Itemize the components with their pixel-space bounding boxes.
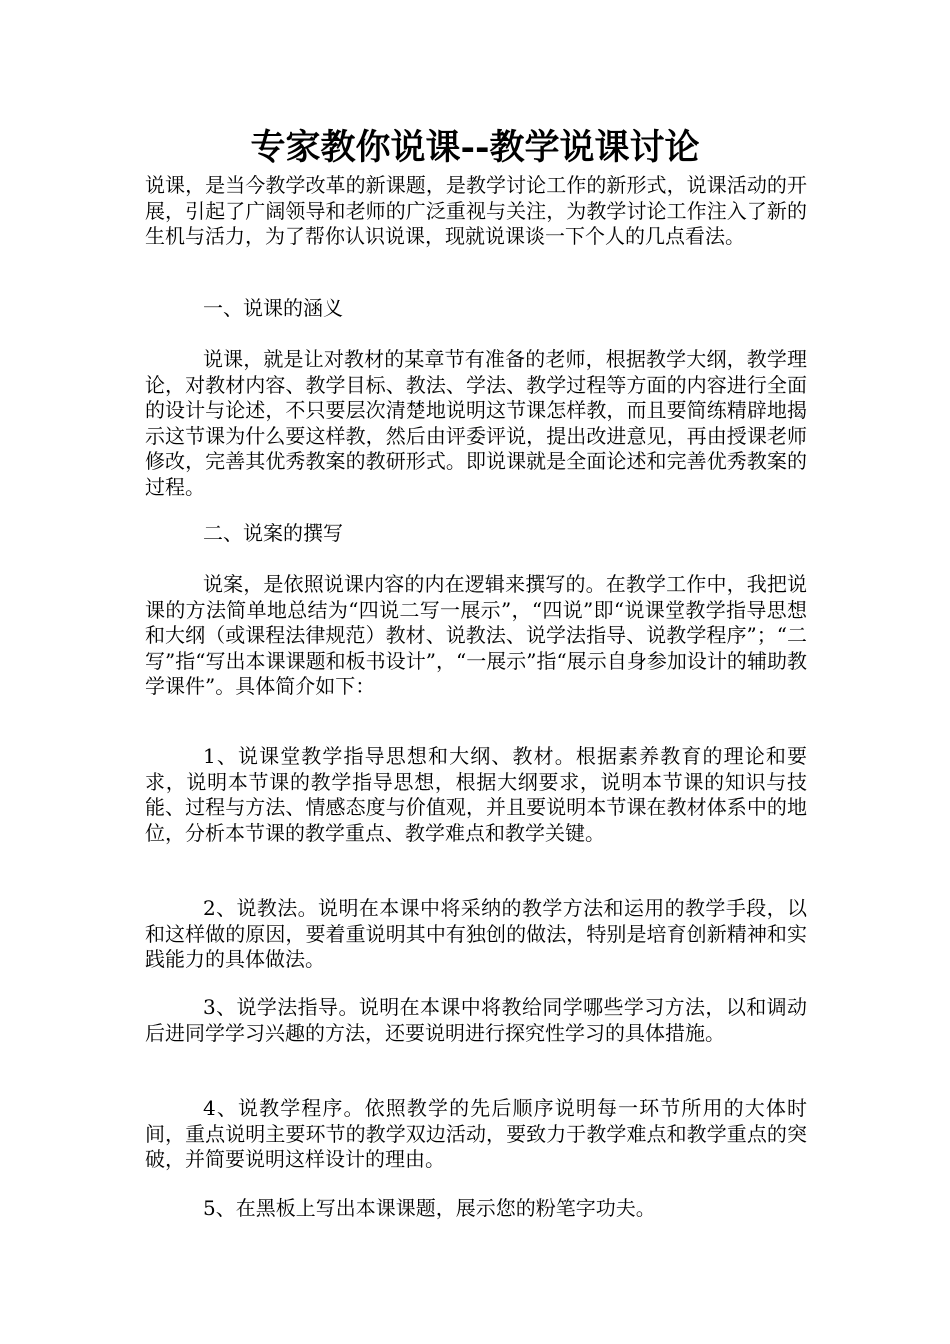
writing-paragraph: 说案，是依照说课内容的内在逻辑来撰写的。在教学工作中，我把说课的方法简单地总结为“四说二写一展示”，“四说”即“说课堂教学指导思想和大纲（或课程法律规范）教材、说教法、说学法指导、说教学程序”；“二写”指“写出本课课题和板书设计”，“一展示”指“展示自身参加设计的辅助教学课件”。具体简介如下：	[145, 572, 807, 698]
section-heading-definition: 一、说课的涵义	[203, 296, 343, 320]
section-heading-writing: 二、说案的撰写	[203, 521, 343, 545]
list-item-2: 2、说教法。说明在本课中将采纳的教学方法和运用的教学手段，以和这样做的原因，要着重说明其中有独创的做法，特别是培育创新精神和实践能力的具体做法。	[145, 896, 807, 971]
definition-paragraph: 说课，就是让对教材的某章节有准备的老师，根据教学大纲，教学理论，对教材内容、教学目标、教法、学法、教学过程等方面的内容进行全面的设计与论述，不只要层次清楚地说明这节课怎样教，而且要简练精辟地揭示这节课为什么要这样教，然后由评委评说，提出改进意见，再由授课老师修改，完善其优秀教案的教研形式。即说课就是全面论述和完善优秀教案的过程。	[145, 347, 807, 499]
list-item-3: 3、说学法指导。说明在本课中将教给同学哪些学习方法，以和调动后进同学学习兴趣的方法，还要说明进行探究性学习的具体措施。	[145, 995, 807, 1045]
intro-paragraph: 说课，是当今教学改革的新课题，是教学讨论工作的新形式，说课活动的开展，引起了广阔领导和老师的广泛重视与关注，为教学讨论工作注入了新的生机与活力，为了帮你认识说课，现就说课谈一下个人的几点看法。	[145, 173, 807, 248]
list-item-4: 4、说教学程序。依照教学的先后顺序说明每一环节所用的大体时间，重点说明主要环节的教学双边活动，要致力于教学难点和教学重点的突破，并简要说明这样设计的理由。	[145, 1096, 807, 1171]
document-title: 专家教你说课--教学说课讨论	[250, 127, 700, 168]
list-item-5: 5、在黑板上写出本课课题，展示您的粉笔字功夫。	[203, 1196, 656, 1220]
list-item-1: 1、说课堂教学指导思想和大纲、教材。根据素养教育的理论和要求，说明本节课的教学指导思想，根据大纲要求，说明本节课的知识与技能、过程与方法、情感态度与价值观，并且要说明本节课在教材体系中的地位，分析本节课的教学重点、教学难点和教学关键。	[145, 744, 807, 845]
